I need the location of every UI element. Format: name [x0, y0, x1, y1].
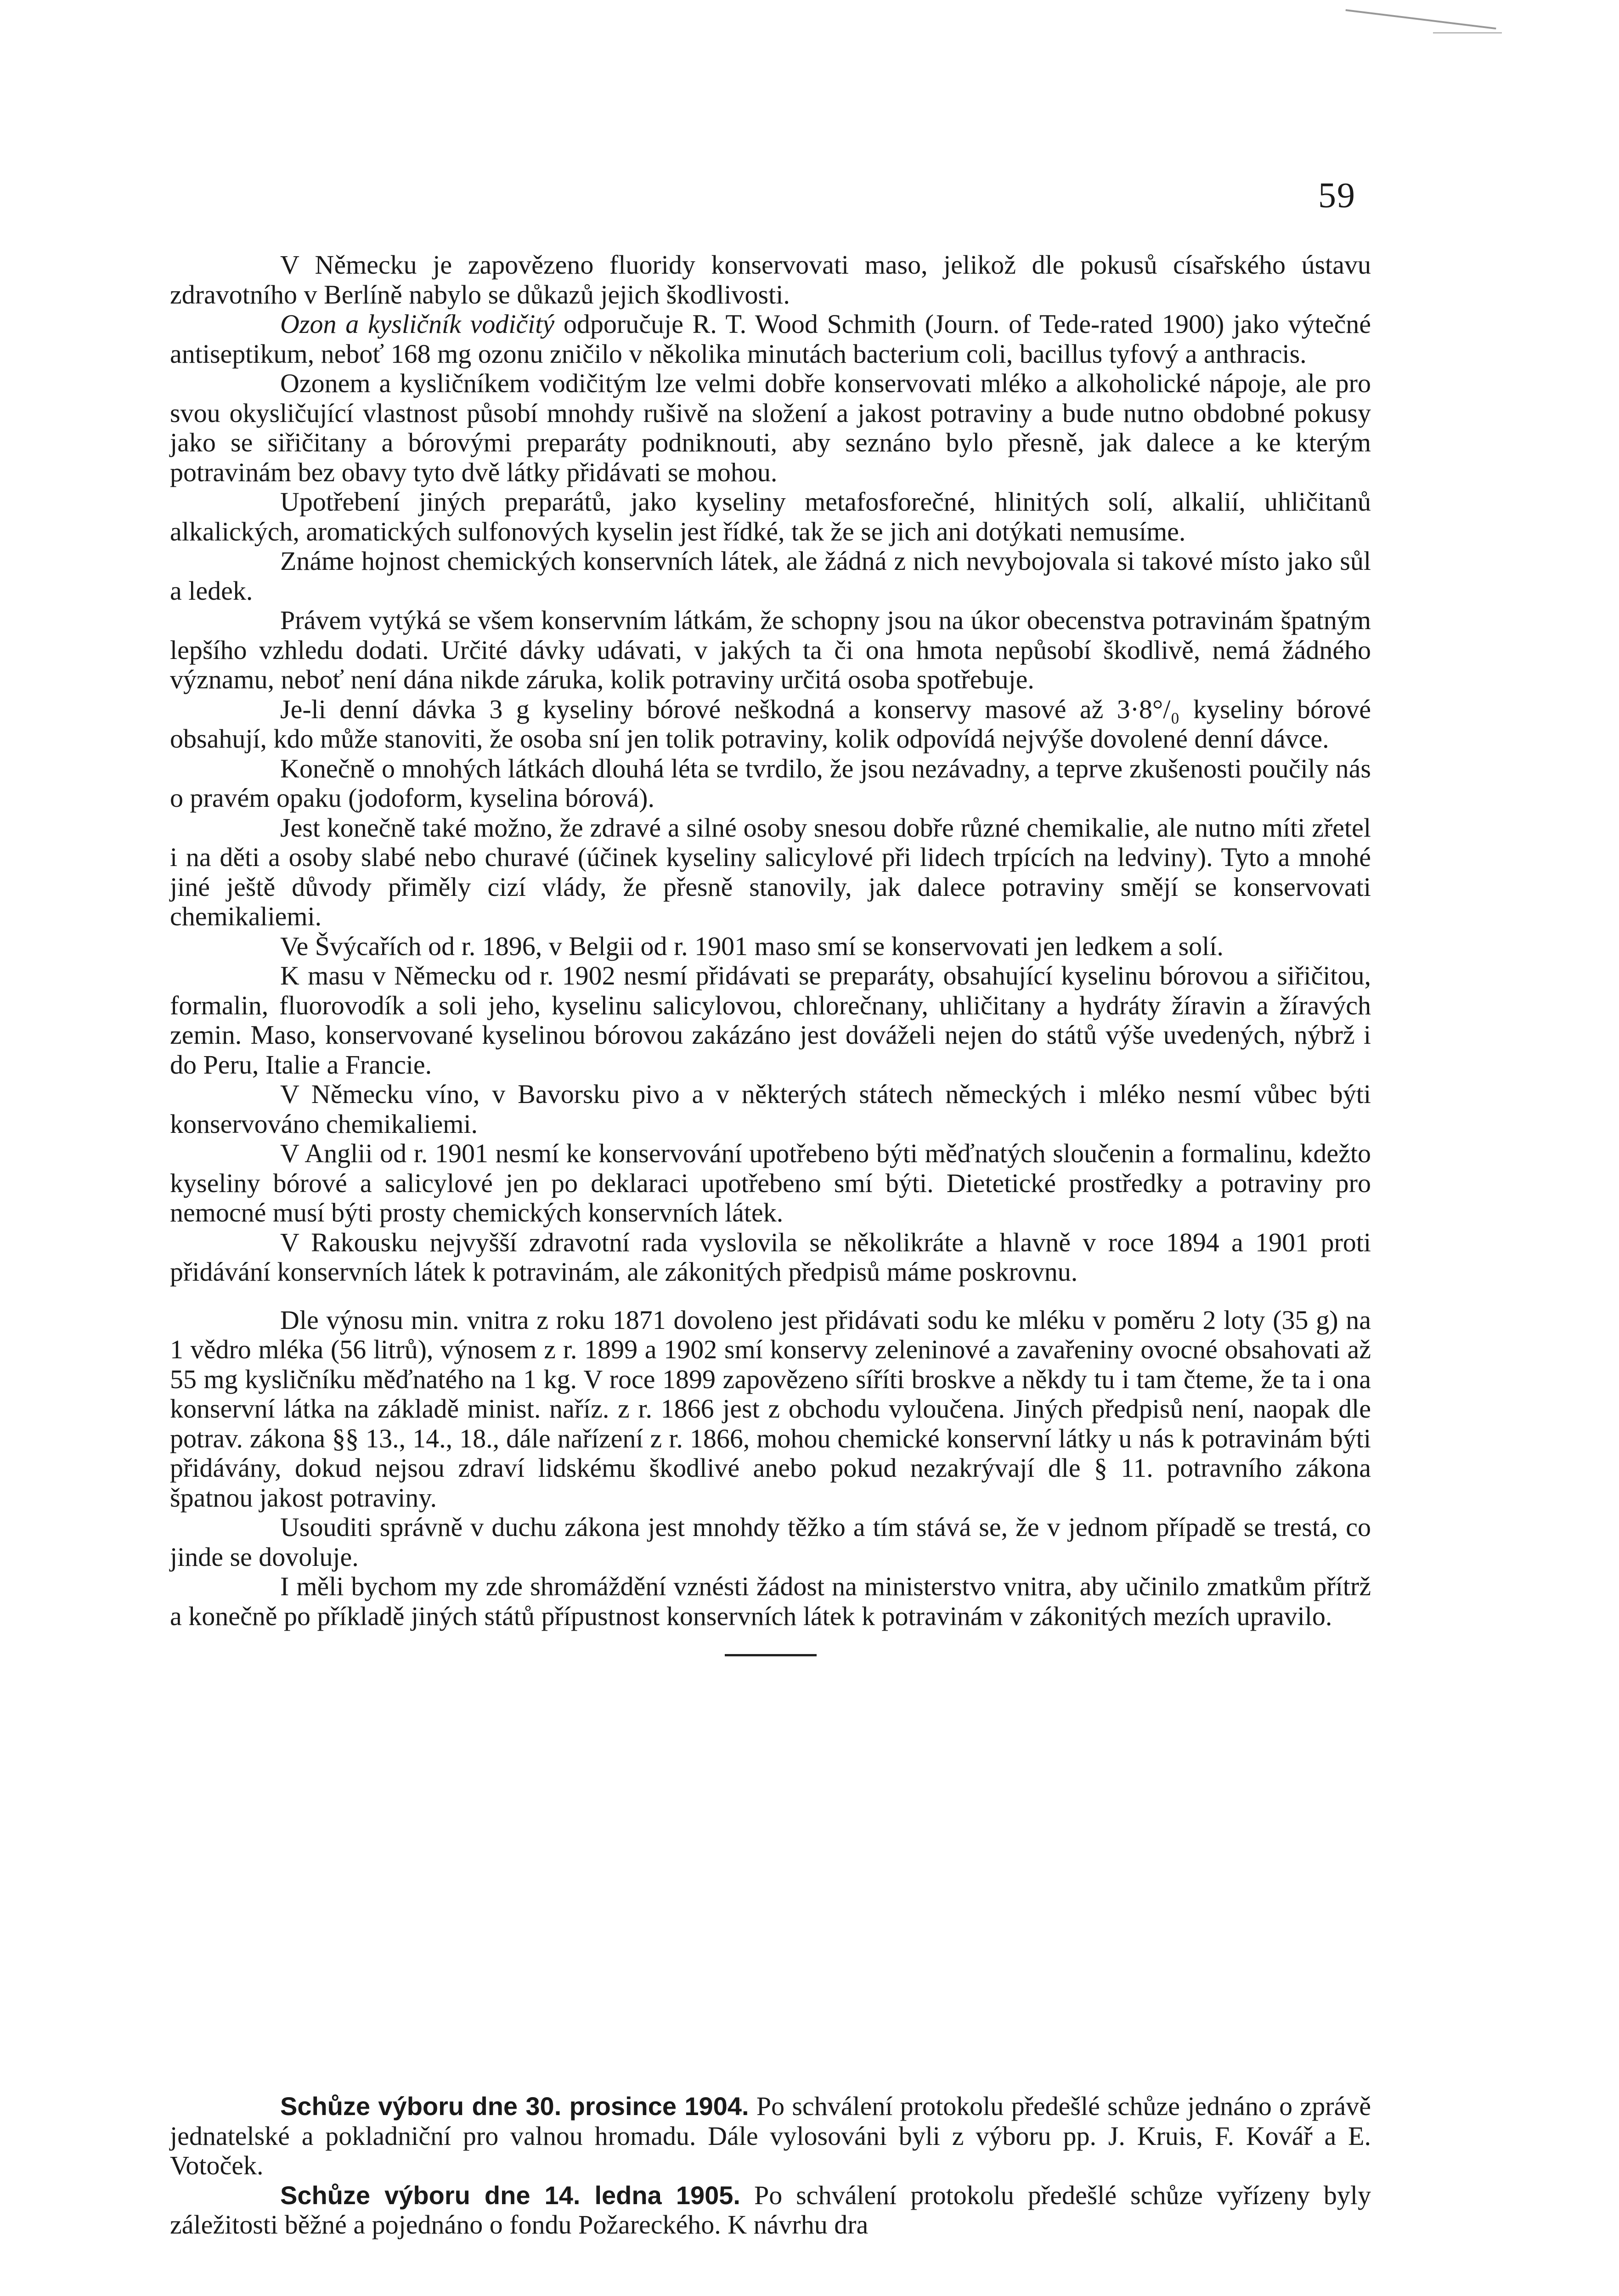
minutes-entry: [170, 2181, 1371, 2240]
meeting-minutes: [170, 2092, 1371, 2240]
paragraph: V Anglii od r. 1901 nesmí ke konservování upotřebeno býti měďnatých sloučenin a formalinu, kdežto kyseliny bórové a salicylové jen po deklaraci upotřebeno smí býti. Dietetické prostředky a potraviny pro nemocné musí býti prosty chemických konservních látek.: [170, 1138, 1371, 1227]
paragraph: Známe hojnost chemických konservních látek, ale žádná z nich nevybojovala si takové místo jako sůl a ledek.: [170, 546, 1371, 606]
page-number: 59: [1318, 175, 1356, 215]
scan-edge-mark: [1433, 32, 1502, 34]
scan-edge-mark: [1346, 9, 1496, 29]
paragraph: V Německu víno, v Bavorsku pivo a v některých státech německých i mléko nesmí vůbec býti konservováno chemikaliemi.: [170, 1079, 1371, 1139]
paragraph: K masu v Německu od r. 1902 nesmí přidávati se preparáty, obsahující kyselinu bórovou a siřičitou, formalin, fluorovodík a soli jeho, kyselinu salicylovou, chlorečnany, uhličitany a hydráty žíravin a žíravých zemin. Maso, konservované kyselinou bórovou zakázáno jest dováželi nejen do států výše uvedených, nýbrž i do Peru, Italie a Francie.: [170, 961, 1371, 1080]
paragraph: Konečně o mnohých látkách dlouhá léta se tvrdilo, že jsou nezávadny, a teprve zkušenosti poučily nás o pravém opaku (jodoform, kyselina bórová).: [170, 753, 1371, 813]
minutes-text: Po schválení protokolu předešlé schůze jednáno o zprávě jednatelské a pokladniční pro valnou hromadu. Dále vylosováni byli z výboru pp. J. Kruis, F. Kovář a E. Votoček.: [170, 2091, 1371, 2180]
minutes-heading: Schůze výboru dne 14. ledna 1905.: [280, 2180, 740, 2210]
paragraph: I měli bychom my zde shromáždění vznésti žádost na ministerstvo vnitra, aby učinilo zmatkům přítrž a konečně po příkladě jiných států přípustnost konservních látek k potravinám v zákonitých mezích upravilo.: [170, 1571, 1371, 1631]
paragraph: Dle výnosu min. vnitra z roku 1871 dovoleno jest přidávati sodu ke mléku v poměru 2 loty (35 g) na 1 vědro mléka (56 litrů), výnosem z r. 1899 a 1902 smí konservy zeleninové a zavařeniny ovocné obsahovati až 55 mg kysličníku měďnatého na 1 kg. V roce 1899 zapovězeno síříti broskve a někdy tu i tam čteme, že ta i ona konservní látka na základě minist. naříz. z r. 1866 jest z obchodu vyloučena. Jiných předpisů není, naopak dle potrav. zákona §§ 13., 14., 18., dále nařízení z r. 1866, mohou chemické konservní látky u nás k potravinám býti přidávány, dokud nejsou zdraví lidskému škodlivé anebo pokud nezakrývají dle § 11. potravního zákona špatnou jakost potraviny.: [170, 1305, 1371, 1513]
body-text: [170, 250, 1371, 1697]
paragraph: V Rakousku nejvyšší zdravotní rada vyslovila se několikráte a hlavně v roce 1894 a 1901 proti přidávání konservních látek k potravinám, ale zákonitých předpisů máme poskrovnu.: [170, 1227, 1371, 1287]
paragraph: V Německu je zapovězeno fluoridy konservovati maso, jelikož dle pokusů císařského ústavu zdravotního v Berlíně nabylo se důkazů jejich škodlivosti.: [170, 250, 1371, 310]
minutes-heading: Schůze výboru dne 30. prosince 1904.: [280, 2092, 749, 2121]
paragraph: Ozonem a kysličníkem vodičitým lze velmi dobře konservovati mléko a alkoholické nápoje, ale pro svou okysličující vlastnost působí mnohdy rušivě na složení a jakost potraviny a bude nutno obdobné pokusy jako se siřičitany a bórovými preparáty podniknouti, aby seznáno bylo přesně, jak dalece a ke kterým potravinám bez obavy tyto dvě látky přidávati se mohou.: [170, 368, 1371, 487]
paragraph: Právem vytýká se všem konservním látkám, že schopny jsou na úkor obecenstva potravinám špatným lepšího vzhledu dodati. Určité dávky udávati, v jakých ta či ona hmota nepůsobí škodlivě, nemá žádného významu, neboť není dána nikde záruka, kolik potraviny určitá osoba spotřebuje.: [170, 605, 1371, 694]
paragraph: [170, 310, 1371, 369]
paragraph: Je-li denní dávka 3 g kyseliny bórové neškodná a konservy masové až 3·8°/₀ kyseliny bórové obsahují, kdo může stanoviti, že osoba sní jen tolik potraviny, kolik odpovídá nejvýše dovolené denní dávce.: [170, 694, 1371, 754]
section-divider: [725, 1654, 817, 1656]
paragraph: Jest konečně také možno, že zdravé a silné osoby snesou dobře různé chemikalie, ale nutno míti zřetel i na děti a osoby slabé nebo churavé (účinek kyseliny salicylové při lidech trpících na ledviny). Tyto a mnohé jiné ještě důvody přiměly cizí vlády, že přesně stanovily, jak dalece potraviny smějí se konservovati chemikaliemi.: [170, 812, 1371, 931]
paragraph: Ve Švýcařích od r. 1896, v Belgii od r. 1901 maso smí se konservovati jen ledkem a solí.: [280, 931, 1224, 961]
paragraph: Usouditi správně v duchu zákona jest mnohdy těžko a tím stává se, že v jednom případě se trestá, co jinde se dovoluje.: [170, 1512, 1371, 1572]
minutes-text: Po schválení protokolu předešlé schůze vyřízeny byly záležitosti běžné a pojednáno o fondu Požareckého. K návrhu dra: [170, 2180, 1371, 2240]
minutes-entry: [170, 2092, 1371, 2181]
paragraph-text: odporučuje R. T. Wood Schmith (Journ. of Tede-rated 1900) jako výtečné antiseptikum, neboť 168 mg ozonu zničilo v několika minutách bacterium coli, bacillus tyfový a anthracis.: [170, 309, 1371, 369]
paragraph-lead: Ozon a kysličník vodičitý: [280, 309, 555, 339]
paragraph: Upotřebení jiných preparátů, jako kyseliny metafosforečné, hlinitých solí, alkalií, uhličitanů alkalických, aromatických sulfonových kyselin jest řídké, tak že se jich ani dotýkati nemusíme.: [170, 487, 1371, 546]
